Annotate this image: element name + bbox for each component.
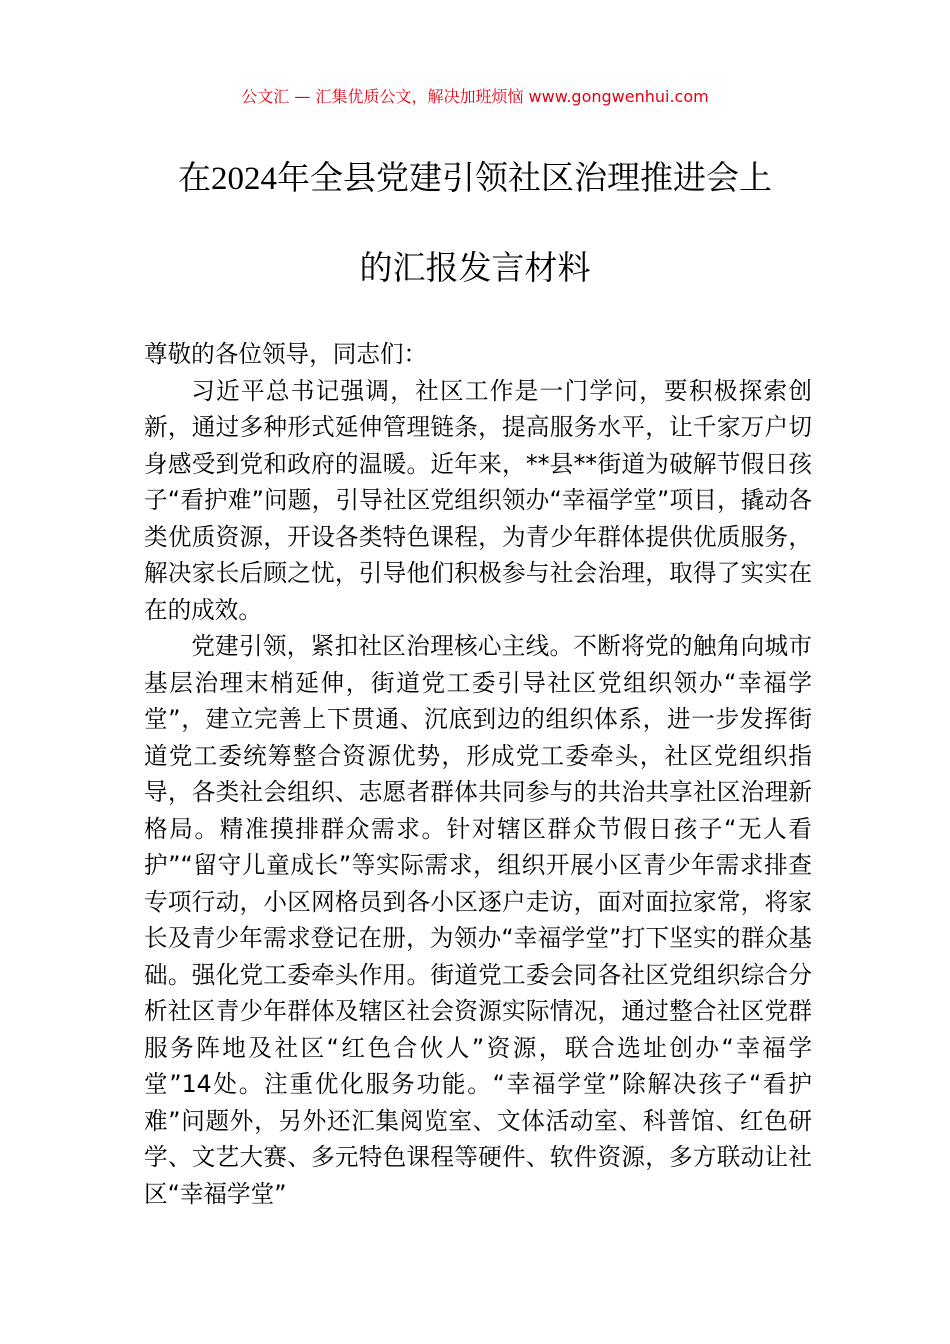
- title-year: 2024: [211, 161, 277, 197]
- salutation: 尊敬的各位领导，同志们：: [144, 340, 428, 368]
- title-prefix: 在: [178, 158, 211, 197]
- document-body: [144, 336, 812, 1212]
- title-suffix: 年全县党建引领社区治理推进会上: [277, 158, 772, 197]
- paragraph-party-building: 党建引领，紧扣社区治理核心主线。不断将党的触角向城市基层治理末梢延伸，街道党工委引导社区党组织领办“幸福学堂”，建立完善上下贯通、沉底到边的组织体系，进一步发挥街道党工委统筹整合资源优势，形成党工委牵头，社区党组织指导，各类社会组织、志愿者群体共同参与的共治共享社区治理新格局。精准摸排群众需求。针对辖区群众节假日孩子“无人看护”“留守儿童成长”等实际需求，组织开展小区青少年需求排查专项行动，小区网格员到各小区逐户走访，面对面拉家常，将家长及青少年需求登记在册，为领办“幸福学堂”打下坚实的群众基础。强化党工委牵头作用。街道党工委会同各社区党组织综合分析社区青少年群体及辖区社会资源实际情况，通过整合社区党群服务阵地及社区“红色合伙人”资源，联合选址创办“幸福学堂”14处。注重优化服务功能。“幸福学堂”除解决孩子“看护难”问题外，另外还汇集阅览室、文体活动室、科普馆、红色研学、文艺大赛、多元特色课程等硬件、软件资源，多方联动让社区“幸福学堂”: [144, 632, 812, 1208]
- site-banner: 公文汇 — 汇集优质公文，解决加班烦恼 www.gongwenhui.com: [241, 87, 709, 106]
- paragraph-intro: 习近平总书记强调，社区工作是一门学问，要积极探索创新，通过多种形式延伸管理链条，提高服务水平，让千家万户切身感受到党和政府的温暖。近年来，**县**街道为破解节假日孩子“看护难”问题，引导社区党组织领办“幸福学堂”项目，撬动各类优质资源，开设各类特色课程，为青少年群体提供优质服务，解决家长后顾之忧，引导他们积极参与社会治理，取得了实实在在的成效。: [144, 376, 812, 624]
- document-title-line-2: 的汇报发言材料: [359, 248, 591, 287]
- document-title-line-1: [120, 156, 830, 201]
